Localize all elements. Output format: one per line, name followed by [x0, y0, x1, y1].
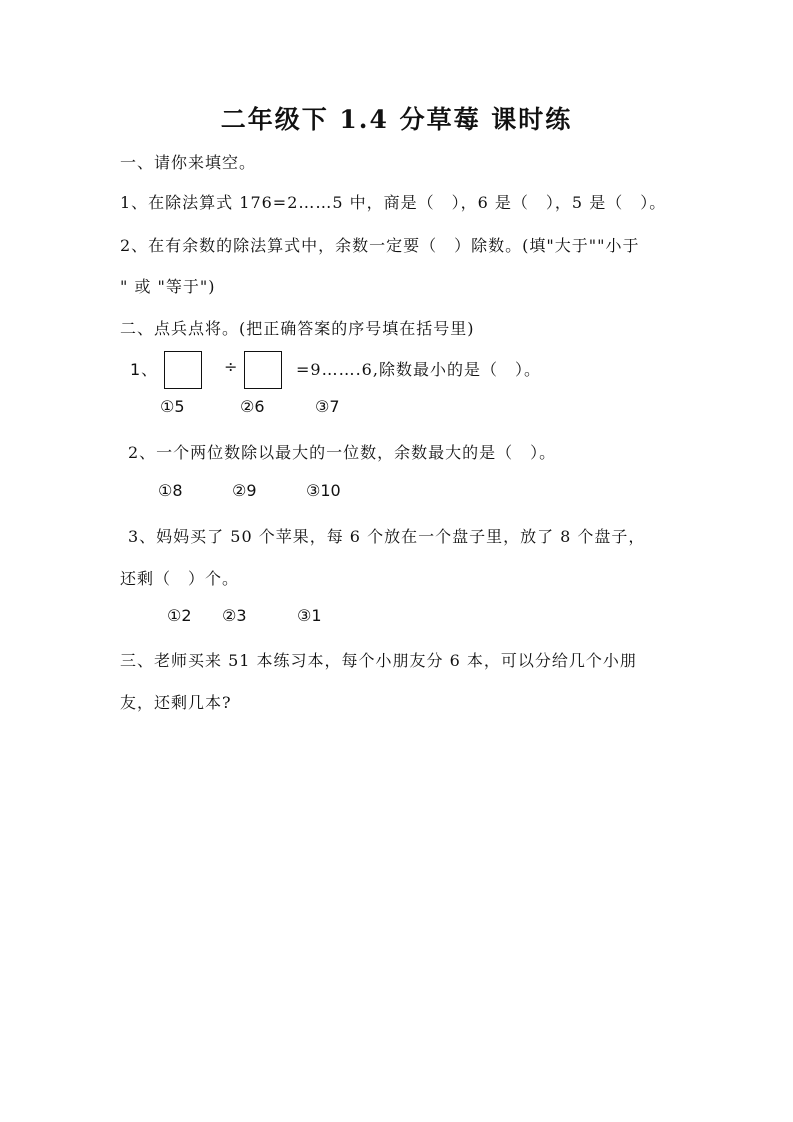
section2-q1-label: 1、 — [130, 360, 159, 379]
section2-q1-equation: =9…….6,除数最小的是（ ）。 — [296, 360, 541, 379]
section1-question1: 1、在除法算式 176=2……5 中，商是（ ），6 是（ ），5 是（ ）。 — [120, 193, 667, 212]
option: ②6 — [240, 397, 265, 416]
option: ②3 — [222, 606, 247, 625]
section1-question2-line2: " 或 "等于") — [120, 277, 216, 296]
divisor-blank-box[interactable] — [244, 351, 282, 389]
divide-sign: ÷ — [224, 357, 239, 376]
section2-question3-line1: 3、妈妈买了 50 个苹果，每 6 个放在一个盘子里，放了 8 个盘子， — [128, 527, 646, 546]
section2-heading: 二、点兵点将。(把正确答案的序号填在括号里) — [120, 319, 475, 338]
section3-question-line2: 友，还剩几本? — [120, 693, 232, 712]
section2-question3-line2: 还剩（ ）个。 — [120, 569, 240, 588]
option: ①8 — [158, 481, 183, 500]
option: ③1 — [297, 606, 322, 625]
option: ①5 — [160, 397, 185, 416]
section1-question2-line1: 2、在有余数的除法算式中，余数一定要（ ）除数。(填"大于""小于 — [120, 236, 640, 255]
section1-heading: 一、请你来填空。 — [120, 153, 257, 172]
page-title: 二年级下 1.4 分草莓 课时练 — [220, 105, 573, 134]
section2-question2: 2、一个两位数除以最大的一位数，余数最大的是（ ）。 — [128, 443, 557, 462]
option: ③10 — [306, 481, 341, 500]
dividend-blank-box[interactable] — [164, 351, 202, 389]
option: ①2 — [167, 606, 192, 625]
section3-question-line1: 三、老师买来 51 本练习本，每个小朋友分 6 本，可以分给几个小朋 — [120, 651, 637, 670]
option: ②9 — [232, 481, 257, 500]
option: ③7 — [315, 397, 340, 416]
